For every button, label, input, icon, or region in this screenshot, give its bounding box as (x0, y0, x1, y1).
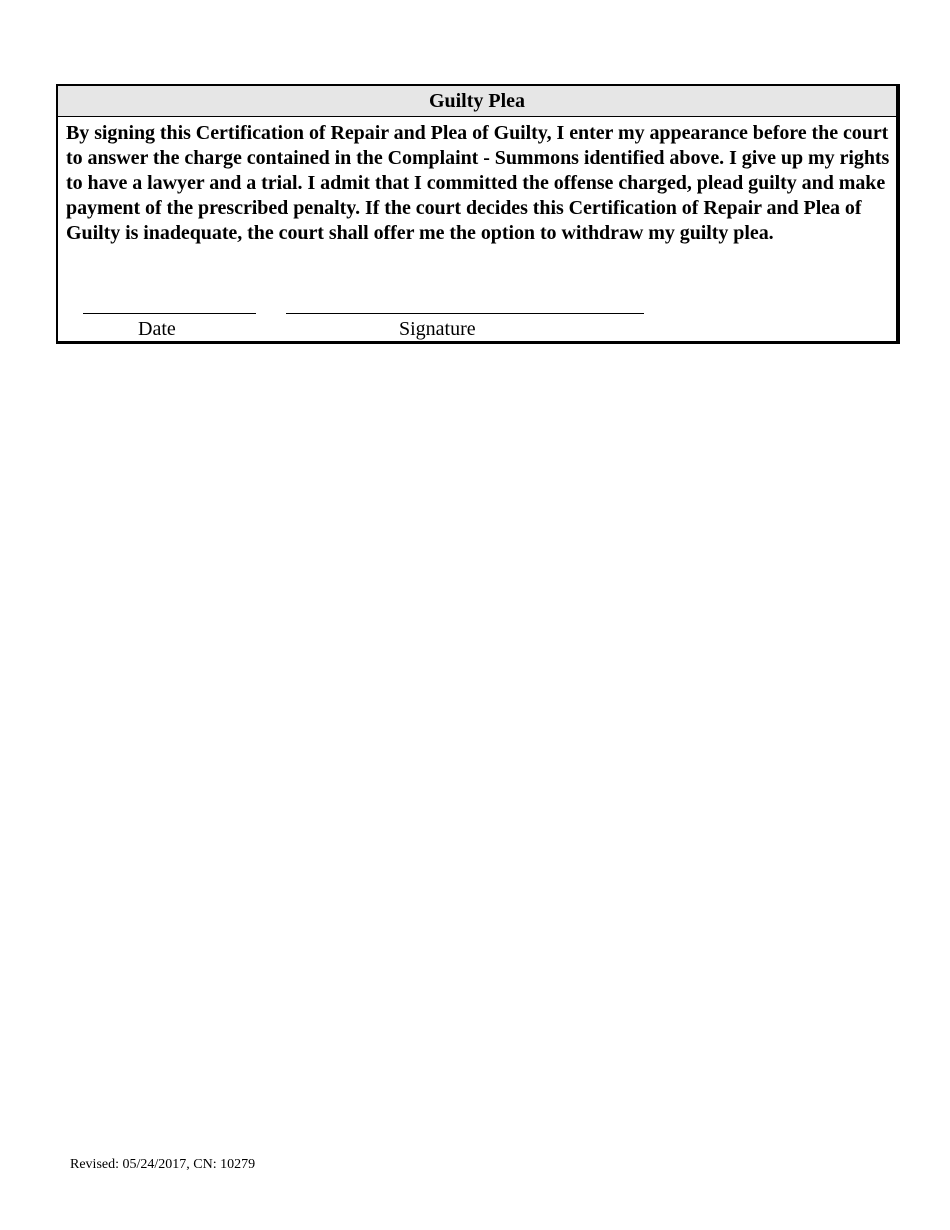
signature-label: Signature (399, 318, 476, 340)
revision-footer: Revised: 05/24/2017, CN: 10279 (70, 1157, 256, 1172)
guilty-plea-section (56, 84, 900, 344)
signature-field-line[interactable] (286, 313, 644, 314)
section-title: Guilty Plea (58, 86, 896, 117)
date-label: Date (138, 318, 176, 340)
date-field-line[interactable] (83, 313, 256, 314)
plea-statement: By signing this Certification of Repair and Plea of Guilty, I enter my appearance before the court to answer the charge contained in the Complaint - Summons identified above. I give up my rights to have a lawyer and a trial. I admit that I committed the offense charged, plead guilty and make payment of the prescribed penalty. If the court decides this Certification of Repair and Plea of Guilty is inadequate, the court shall offer me the option to withdraw my guilty plea. (66, 122, 890, 244)
